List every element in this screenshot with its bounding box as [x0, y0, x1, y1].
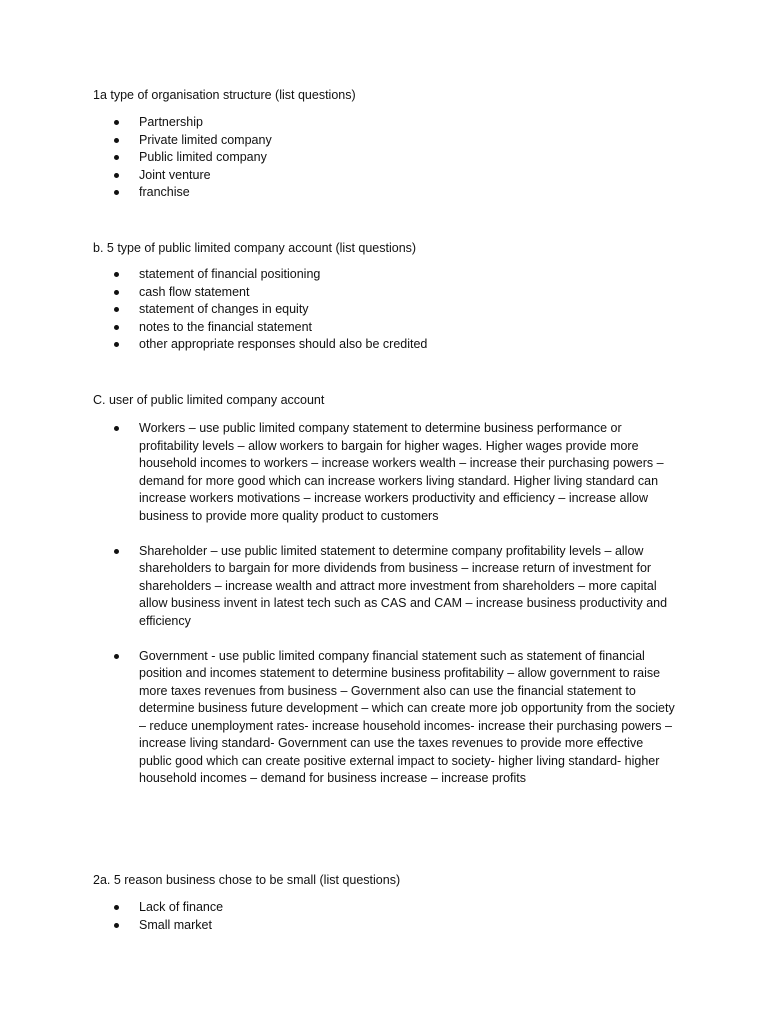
list-item: Shareholder – use public limited statement to determine company profitability levels – allow shareholders to bargain for more dividends from business – increase return of investment for shareholders – increase wealth and attract more investment from shareholders – more capital allow business invent in latest tech such as CAS and CAM – increase business productivity and efficiency: [0, 543, 679, 631]
list-item: Public limited company: [0, 149, 679, 167]
section-2a-list: [0, 899, 679, 934]
section-1c-list: [0, 420, 679, 805]
bullet-icon: [114, 549, 119, 554]
section-1a-heading: 1a type of organisation structure (list questions): [93, 88, 356, 102]
section-1c-heading: C. user of public limited company account: [93, 393, 325, 407]
list-item: Workers – use public limited company statement to determine business performance or profitability levels – allow workers to bargain for higher wages. Higher wages provide more household incomes to workers – increase workers wealth – increase their purchasing powers – demand for more good which can increase workers living standard. Higher living standard can increase workers motivations – increase workers productivity and efficiency – increase allow business to provide more quality product to customers: [0, 420, 679, 525]
bullet-icon: [114, 138, 119, 143]
bullet-icon: [114, 290, 119, 295]
bullet-icon: [114, 905, 119, 910]
list-item: Joint venture: [0, 167, 679, 185]
bullet-icon: [114, 155, 119, 160]
list-item: notes to the financial statement: [0, 319, 679, 337]
bullet-icon: [114, 654, 119, 659]
section-1a-list: [0, 114, 679, 202]
bullet-icon: [114, 173, 119, 178]
list-item: statement of financial positioning: [0, 266, 679, 284]
bullet-icon: [114, 426, 119, 431]
bullet-icon: [114, 272, 119, 277]
bullet-icon: [114, 120, 119, 125]
list-item: other appropriate responses should also be credited: [0, 336, 679, 354]
list-item: Partnership: [0, 114, 679, 132]
list-item: Private limited company: [0, 132, 679, 150]
list-item: franchise: [0, 184, 679, 202]
list-item: Small market: [0, 917, 679, 935]
list-item: statement of changes in equity: [0, 301, 679, 319]
list-item: Government - use public limited company financial statement such as statement of financial position and incomes statement to determine business profitability – allow government to raise more taxes revenues from business – Government also can use the financial statement to determine business future development – which can create more job opportunity from the society – reduce unemployment rates- increase household incomes- increase their purchasing powers – increase living standard- Government can use the taxes revenues to provide more effective public good which can create positive external impact to society- higher living standard- higher household incomes – demand for business increase – increase profits: [0, 648, 679, 788]
section-2a-heading: 2a. 5 reason business chose to be small (list questions): [93, 873, 401, 887]
bullet-icon: [114, 923, 119, 928]
section-1b-list: [0, 266, 679, 354]
list-item: Lack of finance: [0, 899, 679, 917]
bullet-icon: [114, 342, 119, 347]
bullet-icon: [114, 325, 119, 330]
section-1b-heading: b. 5 type of public limited company account (list questions): [93, 241, 417, 255]
list-item: cash flow statement: [0, 284, 679, 302]
bullet-icon: [114, 307, 119, 312]
bullet-icon: [114, 190, 119, 195]
